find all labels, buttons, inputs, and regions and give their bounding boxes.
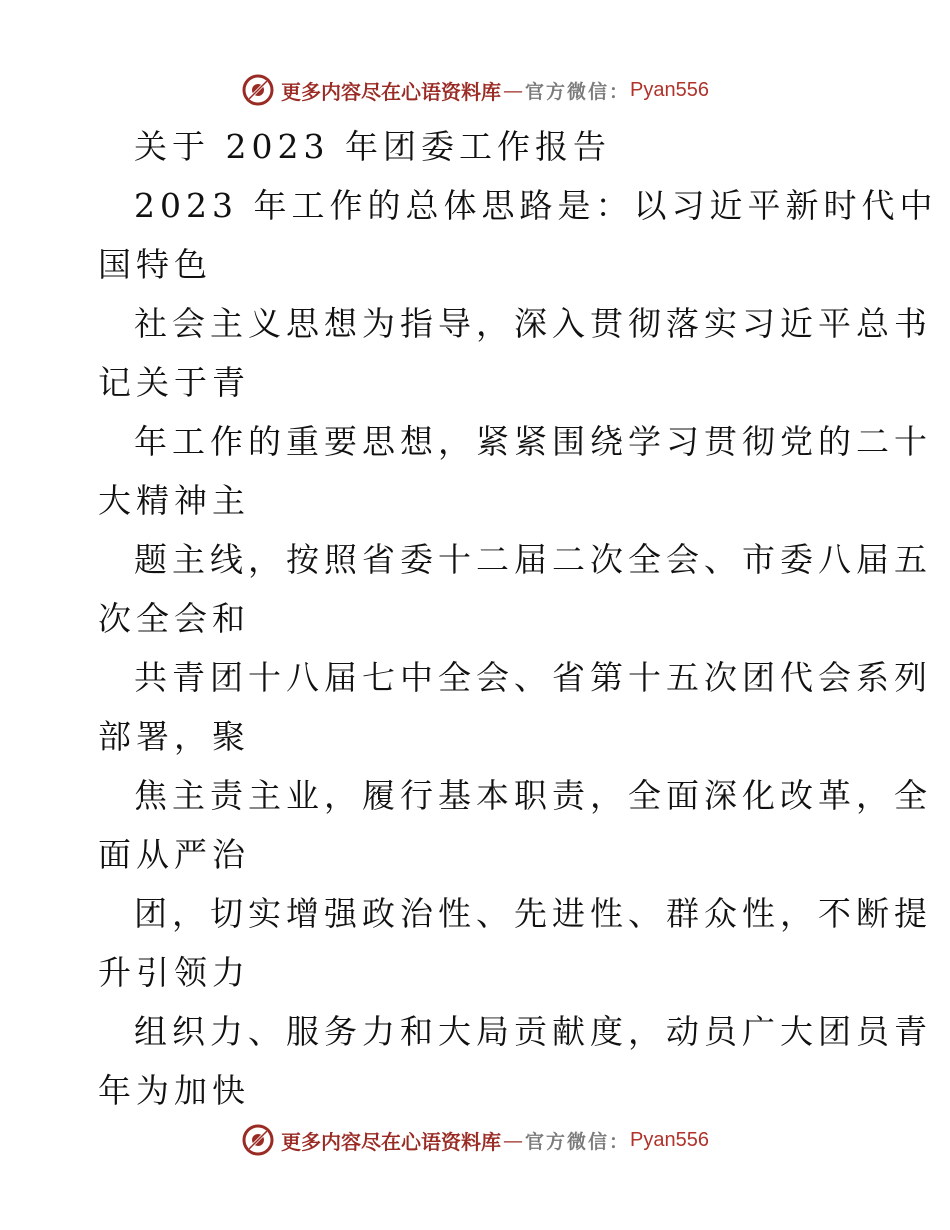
logo-icon <box>241 1123 275 1157</box>
body-line: 年工作的重要思想，紧紧围绕学习贯彻党的二十 <box>134 422 932 461</box>
body-line: 组织力、服务力和大局贡献度，动员广大团员青 <box>134 1012 932 1051</box>
watermark-id: Pyan556 <box>630 78 709 101</box>
body-line: 2023 年工作的总体思路是：以习近平新时代中 <box>134 186 938 225</box>
watermark-site: 更多内容尽在心语资料库 <box>281 79 501 104</box>
body-line: 部署，聚 <box>98 717 250 756</box>
body-line: 共青团十八届七中全会、省第十五次团代会系列 <box>134 658 932 697</box>
body-line: 大精神主 <box>98 481 250 520</box>
body-line: 团，切实增强政治性、先进性、群众性，不断提 <box>134 894 932 933</box>
body-line: 焦主责主业，履行基本职责，全面深化改革，全 <box>134 776 932 815</box>
logo-icon <box>241 73 275 107</box>
body-line: 升引领力 <box>98 953 250 992</box>
watermark-site: 更多内容尽在心语资料库 <box>281 1129 501 1154</box>
watermark-footer <box>0 1120 950 1160</box>
body-line: 记关于青 <box>98 363 250 402</box>
watermark-separator: — <box>503 78 523 102</box>
body-line: 题主线，按照省委十二届二次全会、市委八届五 <box>134 540 932 579</box>
body-line: 年为加快 <box>98 1071 250 1110</box>
body-line: 次全会和 <box>98 599 250 638</box>
body-line: 面从严治 <box>98 835 250 874</box>
body-line: 社会主义思想为指导，深入贯彻落实习近平总书 <box>134 304 932 343</box>
body-line: 国特色 <box>98 245 212 284</box>
watermark-header <box>0 70 950 110</box>
watermark-label: 官方微信： <box>525 1130 631 1153</box>
watermark-label: 官方微信： <box>525 80 631 103</box>
document-title: 关于 2023 年团委工作报告 <box>134 127 611 166</box>
watermark-separator: — <box>503 1128 523 1152</box>
watermark-id: Pyan556 <box>630 1128 709 1151</box>
